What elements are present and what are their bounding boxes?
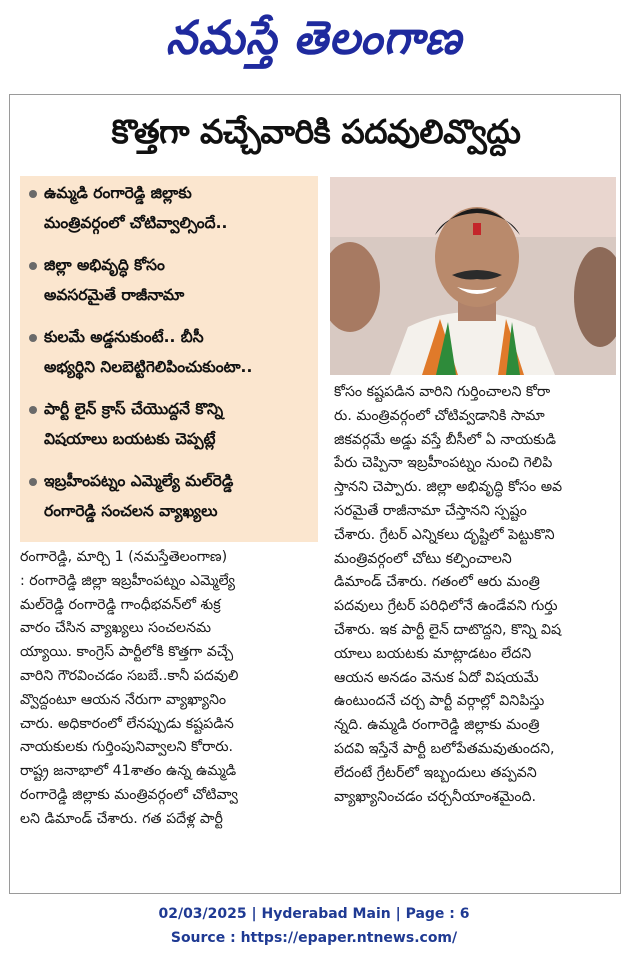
bullet-icon bbox=[29, 334, 37, 342]
footer-date-edition: 02/03/2025 | Hyderabad Main | Page : 6 bbox=[158, 906, 470, 922]
article-text-line: మంత్రివర్గంలో చోటు కల్పించాలని bbox=[334, 550, 512, 567]
highlight-line: ఉమ్మడి రంగారెడ్డి జిల్లాకు bbox=[44, 184, 192, 202]
article-text-line: ఉంటుందనే చర్చ పార్టీ వర్గాల్లో వినిపిస్తు bbox=[334, 693, 545, 710]
article-text-line: యాలు బయటకు మాట్లాడటం లేదని bbox=[334, 645, 532, 662]
article-text-line: లని డిమాండ్ చేశారు. గత పదేళ్ల పార్టీ bbox=[20, 810, 223, 827]
article-text-line: నాయకులకు గుర్తింపునివ్వాలని కోరారు. bbox=[20, 739, 234, 756]
highlight-line: జిల్లా అభివృద్ధి కోసం bbox=[44, 256, 165, 274]
article-text-line: వారిని గౌరవించడం సబబే..కానీ పదవులి bbox=[20, 667, 239, 684]
bullet-icon bbox=[29, 478, 37, 486]
highlight-line: రంగారెడ్డి సంచలన వ్యాఖ్యలు bbox=[44, 502, 218, 520]
article-text-line: రంగారెడ్డి, మార్చి 1 (నమస్తేతెలంగాణ) bbox=[20, 549, 228, 565]
highlight-line: ఇబ్రహీంపట్నం ఎమ్మెల్యే మల్‌రెడ్డి bbox=[44, 472, 234, 490]
highlight-line: అభ్యర్థిని నిలబెట్టిగెలిపించుకుంటా.. bbox=[44, 358, 253, 376]
article-text-line: కోసం కష్టపడిన వారిని గుర్తించాలని కోరా bbox=[334, 384, 551, 400]
article-text-line: వ్వొద్దంటూ ఆయన నేరుగా వ్యాఖ్యానిం bbox=[20, 691, 227, 708]
bullet-icon bbox=[29, 406, 37, 414]
article-text-line: చేశారు. ఇక పార్టీ లైన్ దాటొద్దని, కొన్ని విష bbox=[334, 621, 562, 638]
highlight-line: పార్టీ లైన్ క్రాస్ చేయొద్దనే కొన్ని bbox=[44, 400, 224, 418]
article-text-line: చారు. అధికారంలో లేనప్పుడు కష్టపడిన bbox=[20, 715, 234, 732]
article-headline: కొత్తగా వచ్చేవారికి పదవులివ్వొద్దు bbox=[111, 112, 521, 151]
article-text-line: మల్‌రెడ్డి రంగారెడ్డి గాంధీభవన్‌లో శుక్ర bbox=[20, 596, 221, 613]
article-text-line: వ్యాఖ్యానించడం చర్చనీయాంశమైంది. bbox=[334, 788, 537, 805]
highlight-line: మంత్రివర్గంలో చోటివ్వాల్సిందే.. bbox=[44, 214, 228, 232]
article-text-line: లేదంటే గ్రేటర్‌లో ఇబ్బందులు తప్పవని bbox=[334, 764, 537, 781]
article-text-line: య్యాయి. కాంగ్రెస్ పార్టీలోకి కొత్తగా వచ్చే bbox=[20, 644, 234, 661]
article-text-line: పదవి ఇస్తేనే పార్టీ బలోపేతమవుతుందని, bbox=[334, 740, 555, 757]
footer-source: Source : https://epaper.ntnews.com/ bbox=[170, 930, 458, 946]
article-text-line: సరమైతే రాజీనామా చేస్తానని స్పష్టం bbox=[334, 502, 527, 519]
article-text-line: న్నది. ఉమ్మడి రంగారెడ్డి జిల్లాకు మంత్రి bbox=[334, 717, 540, 734]
highlight-line: కులమే అడ్డనుకుంటే.. బీసీ bbox=[44, 328, 204, 346]
article-text-line: చేశారు. గ్రేటర్ ఎన్నికలు దృష్టిలో పెట్టుకొని bbox=[334, 526, 555, 543]
politician-photo bbox=[330, 177, 616, 375]
article-text-line: రు. మంత్రివర్గంలో చోటివ్వడానికి సామా bbox=[334, 407, 545, 424]
article-text-line: జికవర్గమే అడ్డు వస్తే బీసీలో ఏ నాయకుడి bbox=[334, 431, 557, 448]
article-text-line: పదవులు గ్రేటర్ పరిధిలోనే ఉండేవని గుర్తు bbox=[334, 598, 558, 615]
article-text-line: డిమాండ్ చేశారు. గతంలో ఆరు మంత్రి bbox=[334, 574, 540, 591]
bullet-icon bbox=[29, 190, 37, 198]
article-text-line: వారం చేసిన వ్యాఖ్యలు సంచలనమ bbox=[20, 620, 212, 637]
article-column-right bbox=[334, 381, 618, 809]
bullet-icon bbox=[29, 262, 37, 270]
article-text-line: : రంగారెడ్డి జిల్లా ఇబ్రహీంపట్నం ఎమ్మెల్యే bbox=[20, 572, 236, 589]
newspaper-masthead: నమస్తే తెలంగాణ bbox=[165, 11, 463, 66]
politician-photo-image bbox=[330, 177, 616, 375]
highlights-box bbox=[20, 176, 318, 542]
highlight-line: అవసరమైతే రాజీనామా bbox=[44, 286, 185, 304]
article-text-line: ఆయన అనడం వెనుక ఏదో విషయమే bbox=[334, 669, 539, 686]
article-text-line: రాష్ట్ర జనాభాలో 41శాతం ఉన్న ఉమ్మడి bbox=[20, 763, 237, 780]
highlight-line: విషయాలు బయటకు చెప్పట్లే bbox=[44, 430, 216, 448]
article-text-line: పేరు చెప్పినా ఇబ్రహీంపట్నం నుంచి గెలిపి bbox=[334, 455, 553, 472]
article-text-line: స్తానని చెప్పారు. జిల్లా అభివృద్ధి కోసం అవ bbox=[334, 479, 563, 496]
article-text-line: రంగారెడ్డి జిల్లాకు మంత్రివర్గంలో చోటివ్వా bbox=[20, 786, 238, 803]
article-column-left bbox=[20, 546, 320, 832]
